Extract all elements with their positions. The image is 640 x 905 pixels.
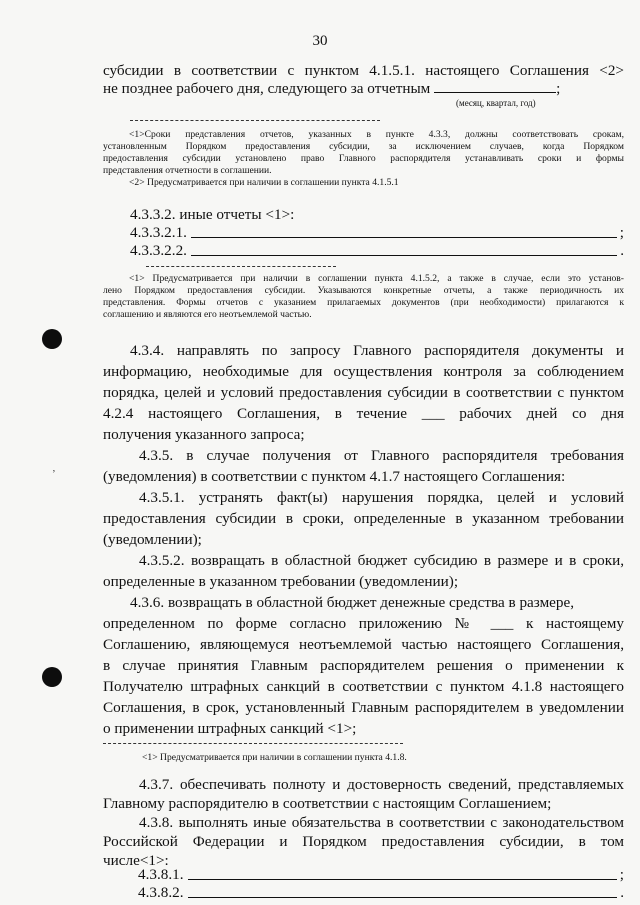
body-line: Соглашению, являющемуся неотъемлемой частью настоящего Соглашения, <box>103 636 624 653</box>
item-4-3-8-2-row <box>138 884 624 902</box>
body-line: (уведомлении); <box>103 531 202 548</box>
body-line: Получателю штрафных санкций в соответствии с пунктом 4.1.8 настоящего <box>103 678 624 695</box>
footnote-separator-3 <box>103 743 403 744</box>
body-line: 4.3.5. в случае получения от Главного распорядителя требования <box>139 447 624 464</box>
fill-line <box>191 254 617 256</box>
binder-hole <box>42 667 62 687</box>
intro-line-2-text: не позднее рабочего дня, следующего за отчетным <box>103 80 431 97</box>
item-4-3-3-2-2-row <box>130 242 624 260</box>
body-line: порядка, целей и условий предоставления субсидии в соответствии с пунктом <box>103 384 624 401</box>
binder-hole <box>42 329 62 349</box>
item-4-3-3-2-2-label: 4.3.3.2.2. <box>130 242 187 259</box>
period-blank <box>434 80 556 93</box>
body-line: 4.3.8. выполнять иные обязательства в соответствии с законодательством <box>139 814 624 831</box>
footnote-line: <1>Сроки представления отчетов, указанных в пункте 4.3.3, должны соответствовать срокам, <box>129 129 624 140</box>
footnote-line: соглашению и являются его неотъемлемой частью. <box>103 309 312 320</box>
body-line: Главному распорядителю в соответствии с настоящим Соглашением; <box>103 795 552 812</box>
body-line: получения указанного запроса; <box>103 426 305 443</box>
margin-tick: ’ <box>52 468 56 480</box>
item-4-3-8-1-row <box>138 866 624 884</box>
body-line: определенном по форме согласно приложению № ___ к настоящему <box>103 615 624 632</box>
body-section-1 <box>103 340 624 739</box>
footnote-separator-2 <box>146 266 336 267</box>
body-line: числе<1>: <box>103 852 169 869</box>
footnote-line: <1> Предусматривается при наличии в соглашении пункта 4.1.5.2, а также в случае, если это установ- <box>129 273 624 284</box>
body-line: 4.2.4 настоящего Соглашения, в течение ___ рабочих дней со дня <box>103 405 624 422</box>
item-4-3-8-1-end: ; <box>619 866 624 883</box>
item-4-3-3-2-1-end: ; <box>619 224 624 241</box>
intro-line-1: субсидии в соответствии с пунктом 4.1.5.1. настоящего Соглашения <2> <box>103 62 624 79</box>
item-4-3-3-2-2-end: . <box>620 242 624 259</box>
fill-line <box>191 236 617 238</box>
item-4-3-8-2-label: 4.3.8.2. <box>138 884 184 901</box>
body-line: (уведомления) в соответствии с пунктом 4.1.7 настоящего Соглашения: <box>103 468 566 485</box>
body-line: информацию, необходимые для осуществления контроля за соблюдением <box>103 363 624 380</box>
footnote-line: лено Порядком предоставления субсидии. Указываются конкретные отчеты, а также периодичность их <box>103 285 624 296</box>
footnote-line: <2> Предусматривается при наличии в соглашении пункта 4.1.5.1 <box>129 177 399 188</box>
footnote-line: представления отчетности в соглашении. <box>103 165 272 176</box>
footnote-block-3: <1> Предусматривается при наличии в соглашении пункта 4.1.8. <box>142 752 407 763</box>
item-4-3-3-2: 4.3.3.2. иные отчеты <1>: <box>130 206 295 223</box>
footnote-line: предоставления субсидии установлено право Главного распорядителя устанавливать сроки и формы <box>103 153 624 164</box>
footnote-line: установленным Порядком предоставления субсидии, за исключением случаев, когда Порядком <box>103 141 624 152</box>
body-line: определенные в указанном требовании (уведомлении); <box>103 573 459 590</box>
item-4-3-3-2-1-label: 4.3.3.2.1. <box>130 224 187 241</box>
intro-line-2-end: ; <box>556 80 561 97</box>
body-line: 4.3.5.1. устранять факт(ы) нарушения порядка, целей и условий <box>139 489 624 506</box>
footnote-block-2 <box>103 273 624 321</box>
fill-line <box>188 896 618 898</box>
period-caption: (месяц, квартал, год) <box>456 98 536 108</box>
intro-line-2 <box>103 80 624 98</box>
body-line: предоставления субсидии в сроки, определенные в указанном требовании <box>103 510 624 527</box>
page-number: 30 <box>312 33 328 49</box>
item-4-3-3-2-1-row <box>130 224 624 242</box>
fill-line <box>188 878 617 880</box>
footnote-line: представления. Формы отчетов с указанием прилагаемых документов (при необходимости) прилагаются к <box>103 297 624 308</box>
item-4-3-8-2-end: . <box>620 884 624 901</box>
body-line: 4.3.4. направлять по запросу Главного распорядителя документы и <box>130 342 624 359</box>
body-line: о применении штрафных санкций <1>; <box>103 720 357 737</box>
body-line: Российской Федерации и Порядком предоставления субсидии, в том <box>103 833 624 850</box>
body-line: 4.3.5.2. возвращать в областной бюджет субсидию в размере и в сроки, <box>139 552 624 569</box>
body-line: Соглашения, в срок, установленный Главным распорядителем в уведомлении <box>103 699 624 716</box>
body-line: 4.3.7. обеспечивать полноту и достоверность сведений, представляемых <box>139 776 624 793</box>
body-section-2 <box>103 775 624 870</box>
body-line: 4.3.6. возвращать в областной бюджет денежные средства в размере, <box>130 594 575 611</box>
footnote-block-1 <box>103 129 624 189</box>
body-line: в случае принятия Главным распорядителем решения о применении к <box>103 657 624 674</box>
footnote-separator-1 <box>130 120 380 121</box>
item-4-3-8-1-label: 4.3.8.1. <box>138 866 184 883</box>
